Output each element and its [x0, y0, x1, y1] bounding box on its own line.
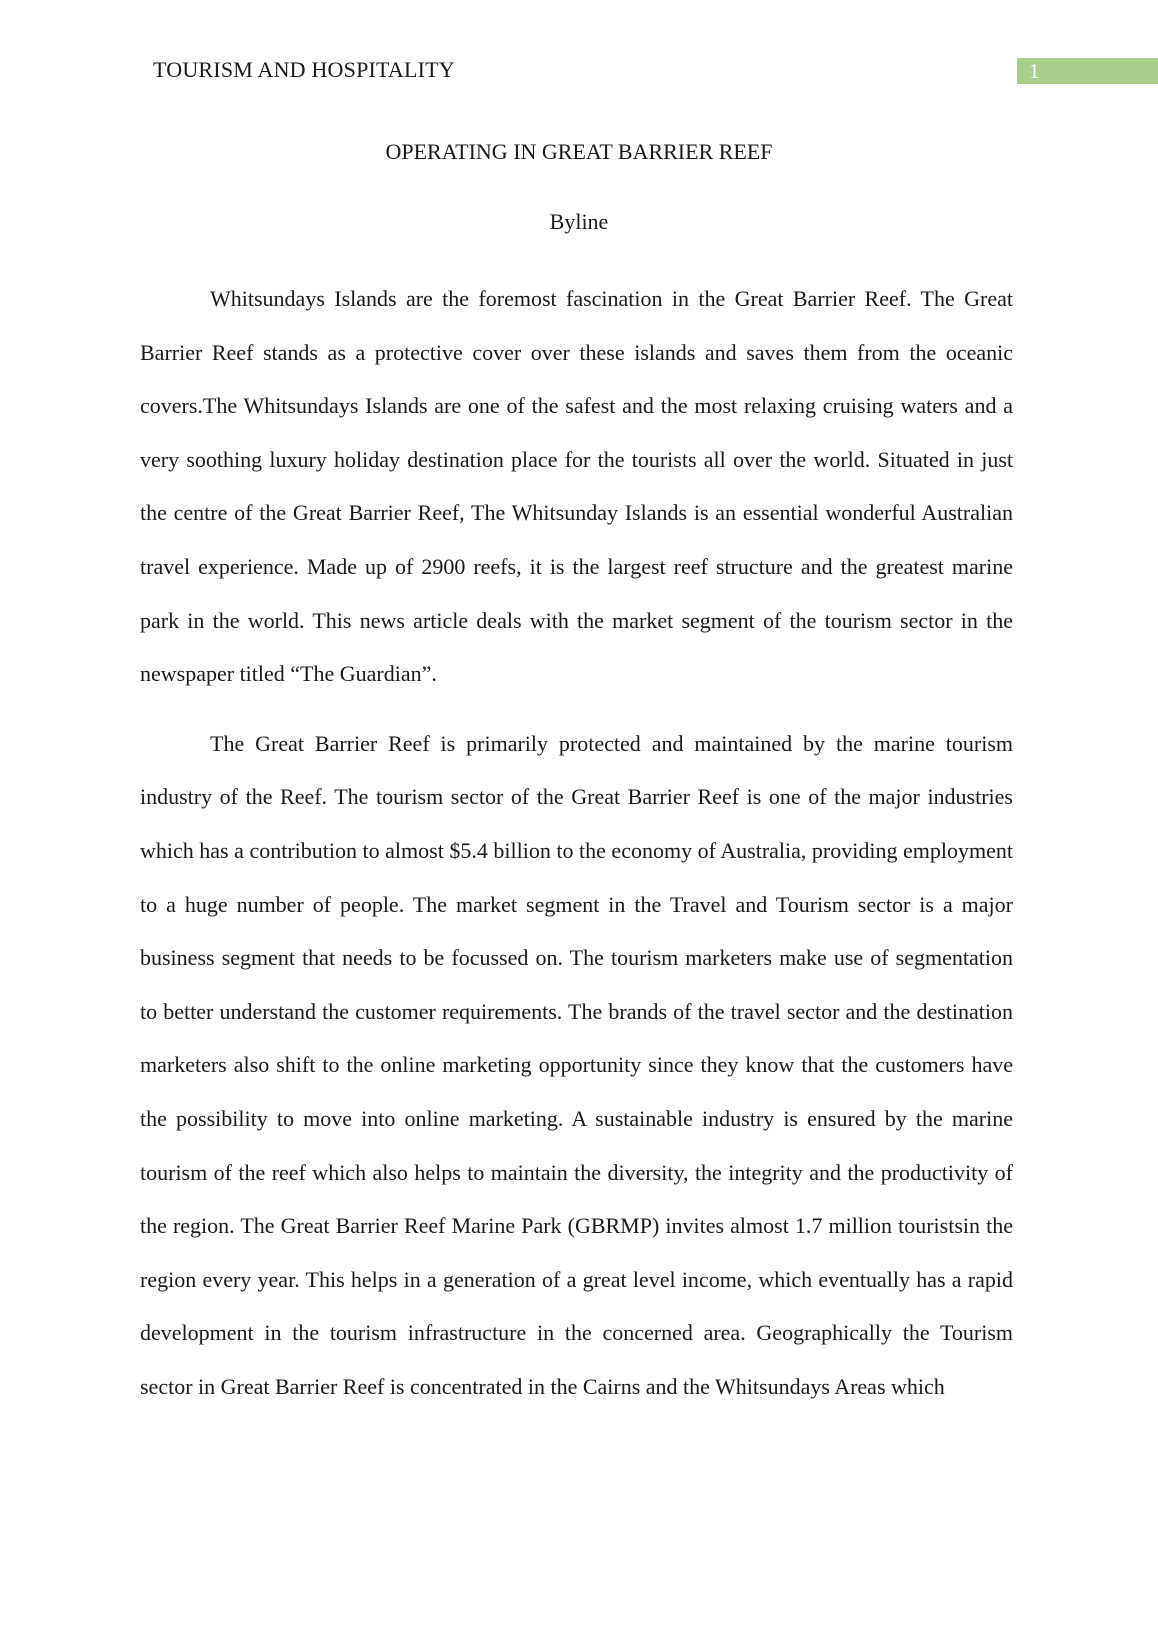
running-head: TOURISM AND HOSPITALITY: [153, 57, 455, 82]
article-title: OPERATING IN GREAT BARRIER REEF: [385, 139, 773, 164]
page-number: 1: [1029, 59, 1040, 83]
page-number-badge: [1017, 58, 1158, 84]
paragraph-2: The Great Barrier Reef is primarily protected and maintained by the marine tourism industry of the Reef. The tourism sector of the Great Barrier Reef is one of the major industries which has a contribution to almost $5.4 billion to the economy of Australia, providing employment to a huge number of people. The market segment in the Travel and Tourism sector is a major business segment that needs to be focussed on. The tourism marketers make use of segmentation to better understand the customer requirements. The brands of the travel sector and the destination marketers also shift to the online marketing opportunity since they know that the customers have the possibility to move into online marketing. A sustainable industry is ensured by the marine tourism of the reef which also helps to maintain the diversity, the integrity and the productivity of the region. The Great Barrier Reef Marine Park (GBRMP) invites almost 1.7 million touristsin the region every year. This helps in a generation of a great level income, which eventually has a rapid development in the tourism infrastructure in the concerned area. Geographically the Tourism sector in Great Barrier Reef is concentrated in the Cairns and the Whitsundays Areas which: [140, 730, 1013, 1399]
article-body: [140, 272, 1013, 1429]
paragraph-1: Whitsundays Islands are the foremost fascination in the Great Barrier Reef. The Great Barrier Reef stands as a protective cover over these islands and saves them from the oceanic covers.The Whitsundays Islands are one of the safest and the most relaxing cruising waters and a very soothing luxury holiday destination place for the tourists all over the world. Situated in just the centre of the Great Barrier Reef, The Whitsunday Islands is an essential wonderful Australian travel experience. Made up of 2900 reefs, it is the largest reef structure and the greatest marine park in the world. This news article deals with the market segment of the tourism sector in the newspaper titled “The Guardian”.: [140, 286, 1013, 687]
article-byline: Byline: [549, 209, 609, 234]
